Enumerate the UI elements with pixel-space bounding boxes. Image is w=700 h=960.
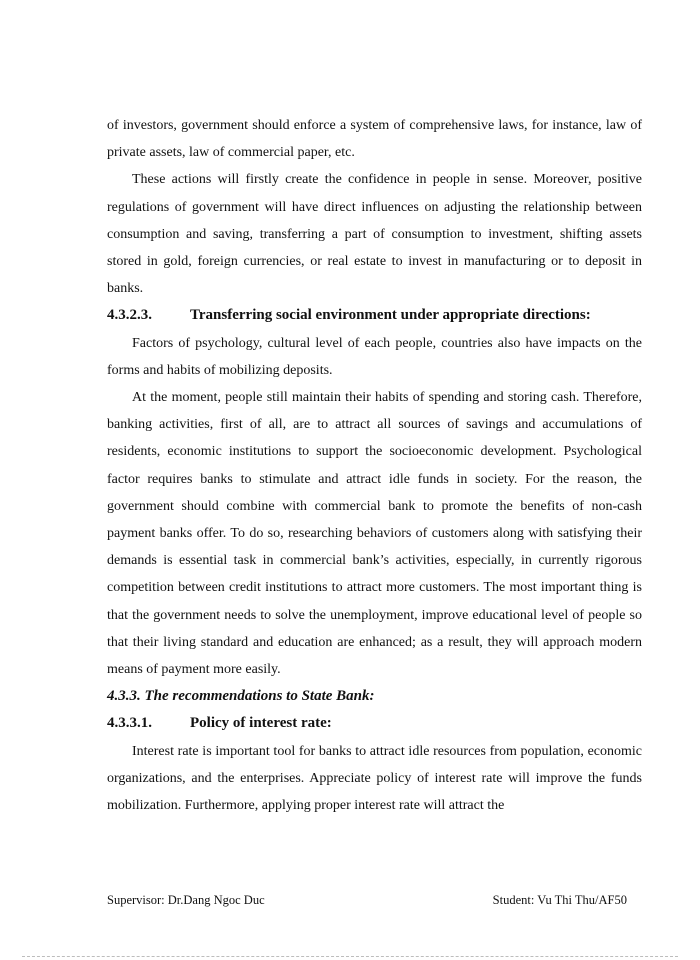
- subsection-number: 4.3.3.1.: [107, 715, 152, 732]
- paragraph-factors: Factors of psychology, cultural level of each people, countries also have impacts on the forms and habits of mobilizing deposits.: [107, 335, 642, 378]
- paragraph-actions: These actions will firstly create the confidence in people in sense. Moreover, positive regulations of government will have direct influences on adjusting the relationship between consumption and saving, transferring a part of consumption to investment, shifting assets stored in gold, foreign currencies, or real estate to invest in manufacturing or to deposit in banks.: [107, 172, 642, 297]
- subsection-title: Policy of interest rate:: [190, 715, 332, 732]
- paragraph-moment: At the moment, people still maintain their habits of spending and storing cash. Therefore, banking activities, first of all, are to attract all sources of savings and accumulations of residents, economic institutions to support the socioeconomic development. Psychological factor requires banks to stimulate and attract idle funds in society. For the reason, the government should combine with commercial bank to promote the benefits of non-cash payment banks offer. To do so, researching behaviors of customers along with satisfying their demands is essential task in commercial bank’s activities, especially, in currently rigorous competition between credit institutions to attract more customers. The most important thing is that the government needs to solve the unemployment, improve educational level of people so that their living standard and education are enhanced; as a result, they will approach modern means of payment more easily.: [107, 390, 642, 678]
- section-heading-4-3-3: 4.3.3. The recommendations to State Bank:: [107, 688, 375, 705]
- paragraph-continued: of investors, government should enforce a system of comprehensive laws, for instance, law of private assets, law of commercial paper, etc.: [107, 118, 642, 161]
- subsection-title: Transferring social environment under appropriate directions:: [190, 307, 591, 324]
- footer-supervisor: Supervisor: Dr.Dang Ngoc Duc: [107, 893, 265, 907]
- page-footer: [107, 893, 627, 908]
- subsection-number: 4.3.2.3.: [107, 307, 152, 324]
- footer-student: Student: Vu Thi Thu/AF50: [492, 893, 627, 907]
- paragraph-interest-rate: Interest rate is important tool for banks to attract idle resources from population, economic organizations, and the enterprises. Appreciate policy of interest rate will improve the funds mobilization. Furthermore, applying proper interest rate will attract the: [107, 743, 642, 814]
- subsection-heading-4-3-3-1: [107, 710, 642, 737]
- subsection-heading-4-3-2-3: [107, 302, 642, 329]
- document-page: [107, 112, 642, 819]
- page-bottom-divider: [22, 956, 678, 957]
